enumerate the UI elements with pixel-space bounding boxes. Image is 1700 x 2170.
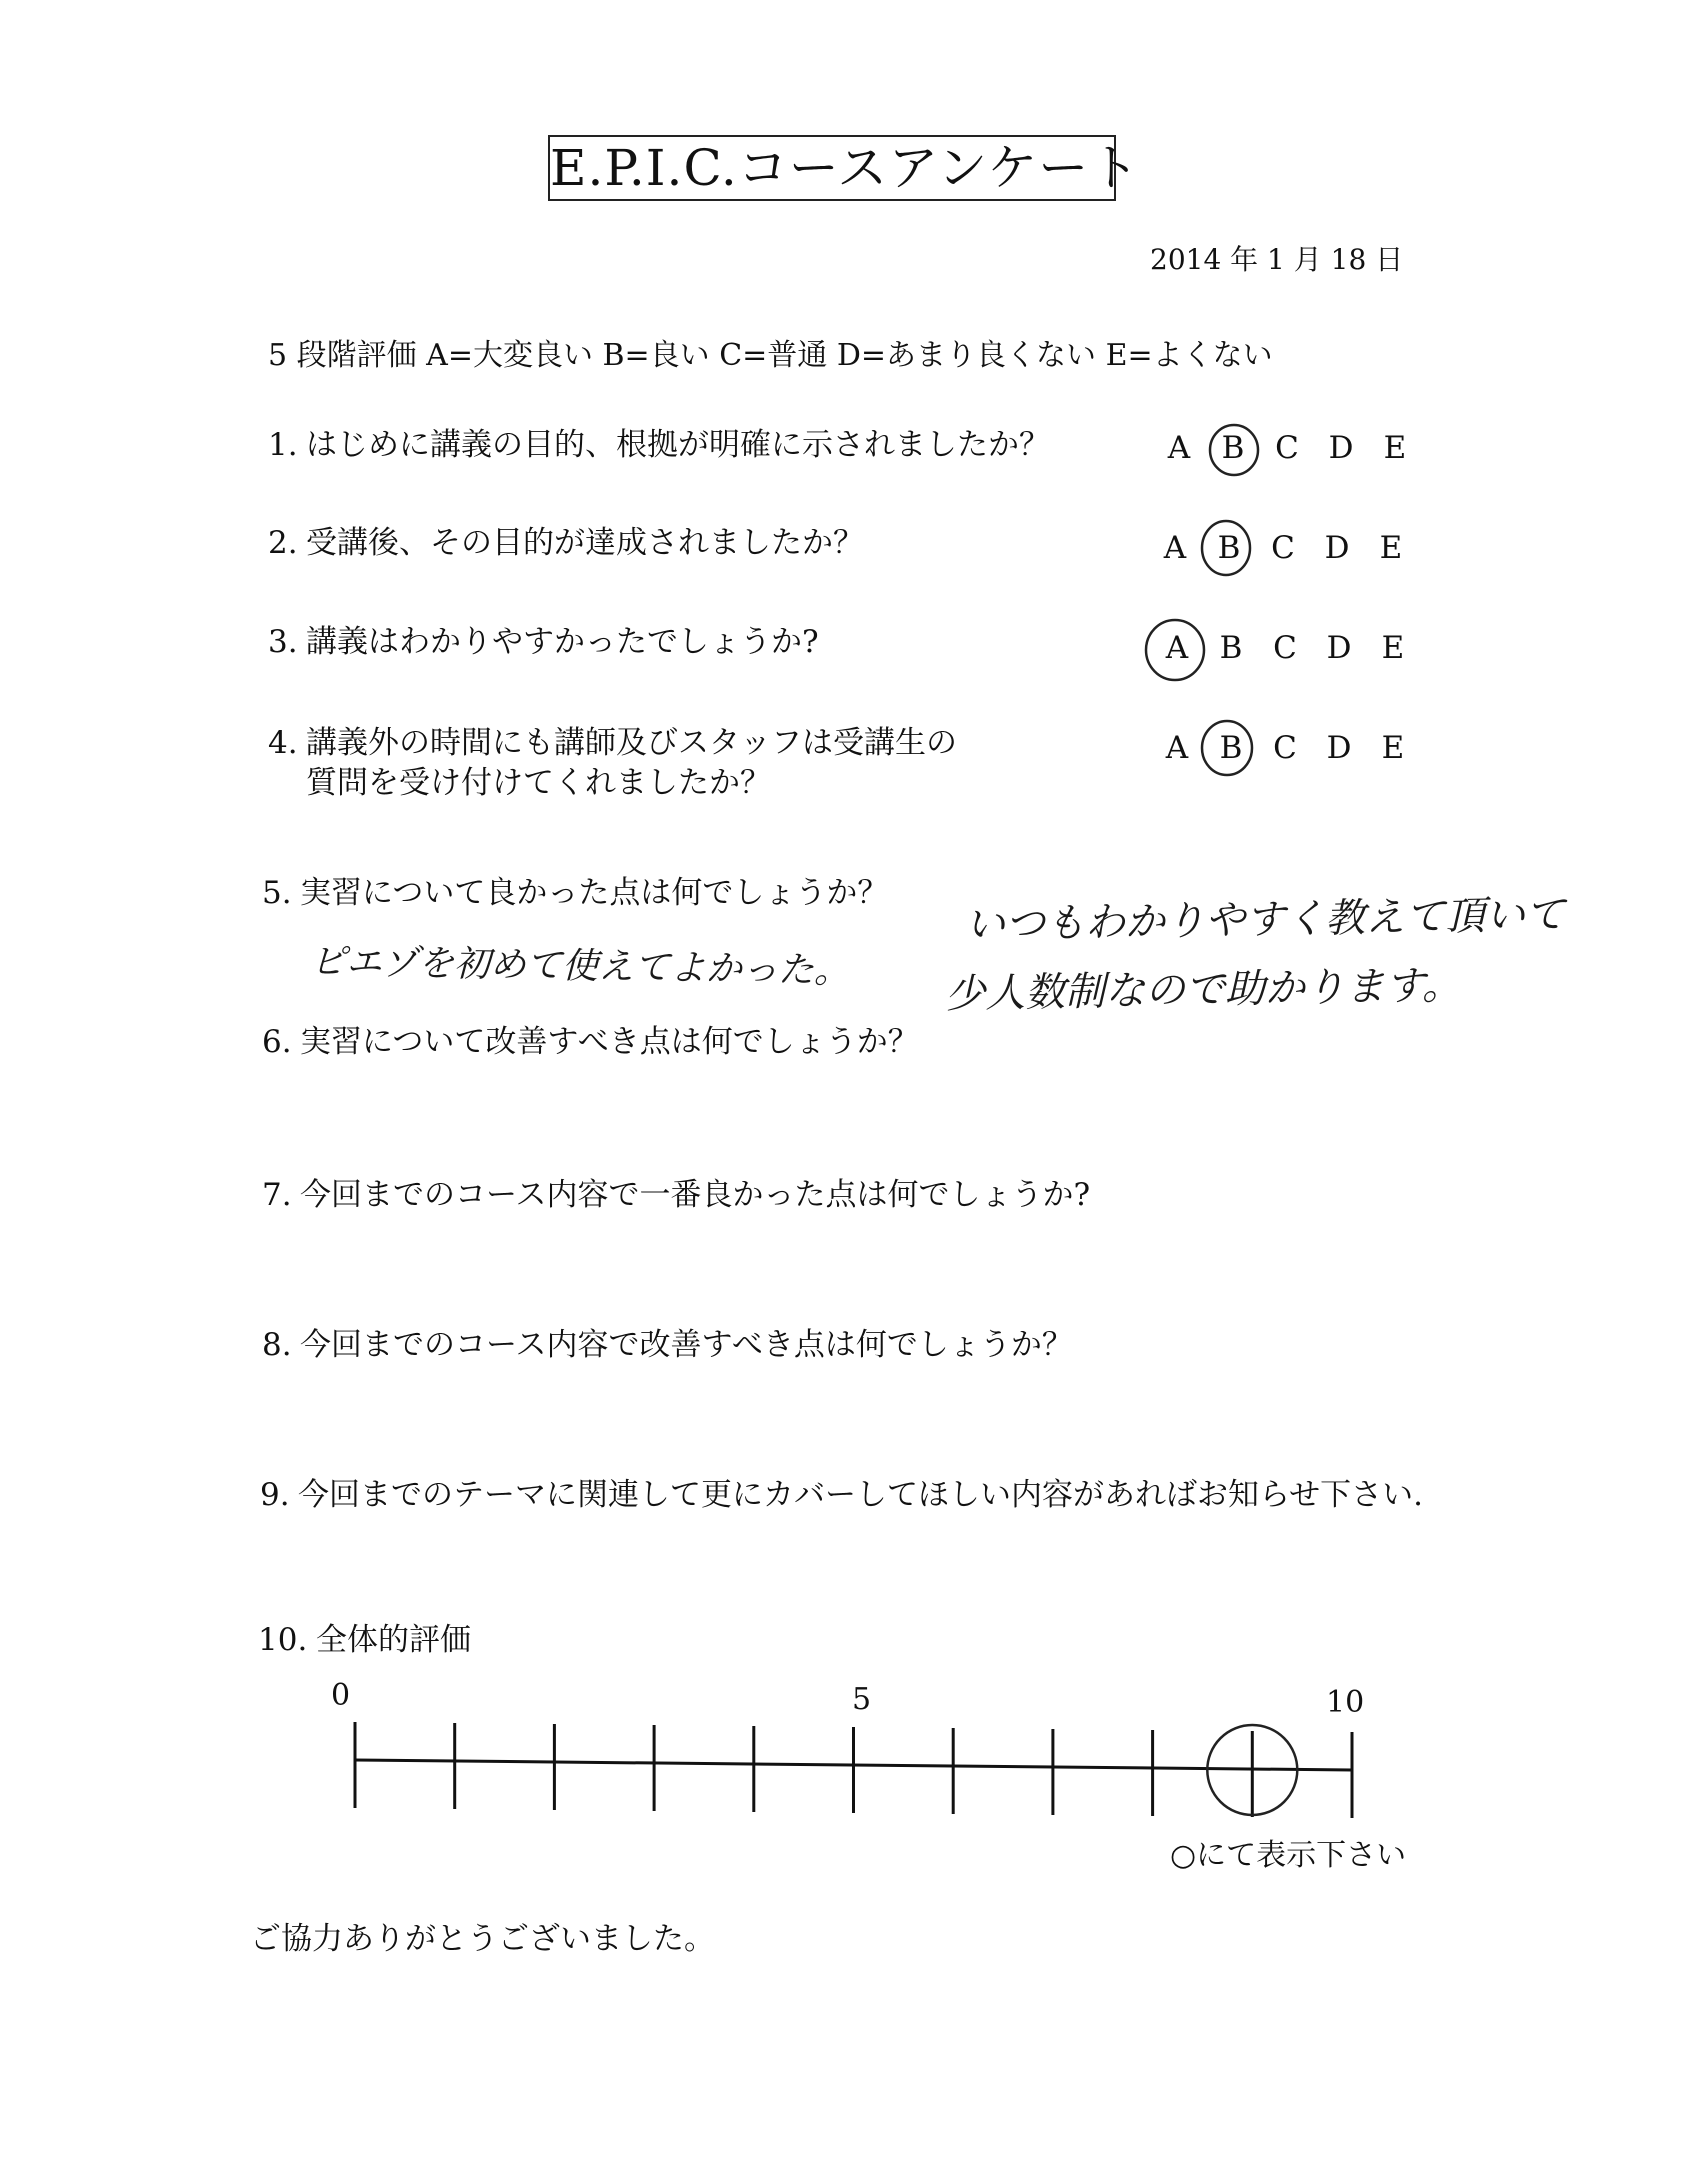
question-number: 9. [260, 1477, 290, 1513]
choice-c[interactable]: C [1273, 630, 1297, 666]
question-text: はじめに講義の目的、根拠が明確に示されましたか？ [306, 427, 1050, 463]
question-number: 1. [268, 427, 298, 463]
choice-b[interactable]: B [1219, 730, 1243, 766]
scale-label-5: 5 [852, 1682, 872, 1717]
question-text: 実習について良かった点は何でしょうか？ [300, 875, 889, 911]
question-number: 8. [262, 1327, 292, 1363]
choice-a[interactable]: A [1167, 430, 1191, 466]
choice-c[interactable]: C [1271, 530, 1295, 566]
choice-c[interactable]: C [1275, 430, 1299, 466]
question-text: 今回までのテーマに関連して更にカバーしてほしい内容があればお知らせ下さい. [298, 1477, 1423, 1513]
choice-d[interactable]: D [1328, 430, 1354, 466]
handwritten-answer-right-line2: 少人数制なので助かります。 [944, 962, 1463, 1018]
question-text: 今回までのコース内容で一番良かった点は何でしょうか? [300, 1177, 1091, 1213]
choice-e[interactable]: E [1383, 430, 1407, 466]
choice-b[interactable]: B [1219, 630, 1243, 666]
survey-title: E.P.I.C.コースアンケート [548, 135, 1116, 201]
question-text-line2: 質問を受け付けてくれましたか？ [306, 765, 771, 801]
question-number: 4. [268, 725, 298, 761]
circle-instruction: ○にて表示下さい [1170, 1838, 1407, 1873]
choice-e[interactable]: E [1381, 730, 1405, 766]
scale-label-0: 0 [331, 1678, 351, 1713]
question-number: 2. [268, 525, 298, 561]
question-number: 3. [268, 624, 298, 660]
choice-e[interactable]: E [1381, 630, 1405, 666]
question-text: 受講後、その目的が達成されましたか？ [306, 525, 864, 561]
choice-d[interactable]: D [1324, 530, 1350, 566]
choice-b[interactable]: B [1221, 430, 1245, 466]
choice-e[interactable]: E [1379, 530, 1403, 566]
rating-scale-legend: 5 段階評価 A=大変良い B=良い C=普通 D=あまり良くない E=よくない [268, 338, 1273, 373]
question-number: 10. [258, 1622, 308, 1658]
question-text: 講義はわかりやすかったでしょうか? [306, 624, 819, 660]
choice-a[interactable]: A [1163, 530, 1187, 566]
choice-c[interactable]: C [1273, 730, 1297, 766]
question-text: 今回までのコース内容で改善すべき点は何でしょうか？ [300, 1327, 1073, 1363]
survey-date: 2014 年 1 月 18 日 [1150, 243, 1404, 276]
thank-you-message: ご協力ありがとうございました。 [250, 1921, 715, 1957]
question-number: 6. [262, 1024, 292, 1060]
question-number: 7. [262, 1177, 292, 1213]
choice-d[interactable]: D [1326, 730, 1352, 766]
question-text: 全体的評価 [316, 1622, 471, 1658]
handwritten-answer-left: ピエゾを初めて使えてよかった。 [309, 941, 851, 992]
choice-b[interactable]: B [1217, 530, 1241, 566]
choice-d[interactable]: D [1326, 630, 1352, 666]
question-number: 5. [262, 875, 292, 911]
choice-a[interactable]: A [1165, 630, 1189, 666]
question-text: 講義外の時間にも講師及びスタッフは受講生の [306, 725, 957, 761]
question-text: 実習について改善すべき点は何でしょうか？ [300, 1024, 919, 1060]
scale-label-10: 10 [1326, 1685, 1365, 1720]
handwritten-answer-right-line1: いつもわかりやすく教えて頂いて [964, 891, 1566, 949]
choice-a[interactable]: A [1165, 730, 1189, 766]
